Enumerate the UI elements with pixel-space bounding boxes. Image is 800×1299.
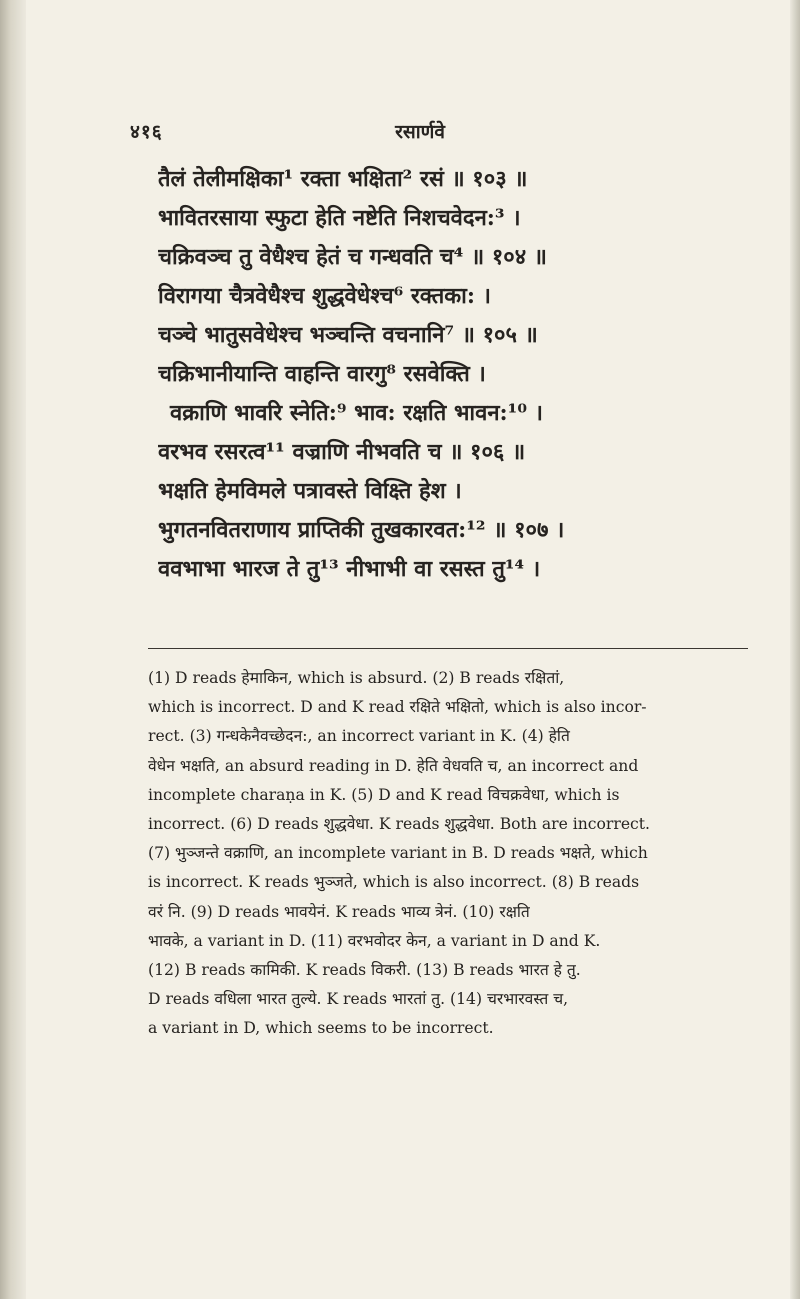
running-title: रसार्णवे [395, 121, 445, 143]
footnotes [148, 664, 754, 1043]
footnote-line: a variant in D, which seems to be incorrect. [148, 1019, 494, 1038]
page-header [130, 118, 690, 148]
footnote-line: (7) भुञ्जन्ते वक्राणि, an incomplete variant in B. D reads भक्षते, which [148, 844, 648, 863]
footnote-line: D reads वधिला भारत तुल्ये. K reads भारतां तु. (14) चरभारवस्त च, [148, 990, 569, 1009]
verse-line: चञ्चे भातुसवेधेश्च भञ्चन्ति वचनानि⁷ ॥ १०५ ॥ [158, 322, 538, 348]
footnote-line: वेधेन भक्षति, an absurd reading in D. हेति वेधवति च, an incorrect and [148, 756, 639, 775]
footnote-line: incomplete charaṇa in K. (5) D and K read विचक्रवेधा, which is [148, 785, 620, 804]
footnote-rule [148, 648, 748, 649]
page-edge-left [0, 0, 26, 1299]
footnote-line: भावके, a variant in D. (11) वरभवोदर केन, a variant in D and K. [148, 931, 601, 950]
verse-line: तैलं तेलीमक्षिका¹ रक्ता भक्षिता² रसं ॥ १०३ ॥ [158, 166, 528, 192]
verse-line: चक्रिभानीयान्ति वाहन्ति वारगु⁸ रसवेक्ति । [158, 361, 486, 387]
verse-line: चक्रिवञ्च तु वेधैश्च हेतं च गन्धवति च⁴ ॥ १०४ ॥ [158, 244, 547, 270]
footnote-line: rect. (3) गन्धकेनैवच्छेदन:, an incorrect variant in K. (4) हेति [148, 727, 570, 746]
verse-line: ववभाभा भारज ते तु¹³ नीभाभी वा रसस्त तु¹⁴ । [158, 556, 541, 582]
footnote-line: (1) D reads हेमाकिन, which is absurd. (2) B reads रक्षितां, [148, 669, 565, 687]
footnote-line: वरं नि. (9) D reads भावयेनं. K reads भाव्य त्रेनं. (10) रक्षति [148, 902, 530, 921]
page-edge-right [790, 0, 800, 1299]
footnote-line: incorrect. (6) D reads शुद्धवेधा. K reads शुद्धवेधा. Both are incorrect. [148, 814, 651, 833]
verse-line: भुगतनवितराणाय प्राप्तिकी तुखकारवत:¹² ॥ १०७ । [158, 517, 565, 543]
verse-line: वक्राणि भावरि स्नेति:⁹ भाव: रक्षति भावन:¹⁰ । [170, 400, 543, 426]
verse-line: विरागया चैत्रवेधैश्च शुद्धवेधेश्च⁶ रक्तका: । [158, 283, 491, 309]
verse-line: भावितरसाया स्फुटा हेति नष्टेति निशचवेदन:³ । [158, 205, 521, 231]
footnote-line: is incorrect. K reads भुञ्जते, which is also incorrect. (8) B reads [148, 873, 640, 892]
verse-line: भक्षति हेमविमले पत्रावस्ते विक्ष्ति हेश । [158, 478, 462, 504]
page-number: ४१६ [130, 121, 163, 143]
footnote-line: which is incorrect. D and K read रक्षिते भक्षितो, which is also incor- [148, 698, 647, 717]
verse-line: वरभव रसरत्व¹¹ वज्राणि नीभवति च ॥ १०६ ॥ [158, 439, 526, 465]
footnote-line: (12) B reads कामिकी. K reads विकरी. (13) B reads भारत हे तु. [148, 960, 581, 979]
verse-block [158, 160, 718, 589]
